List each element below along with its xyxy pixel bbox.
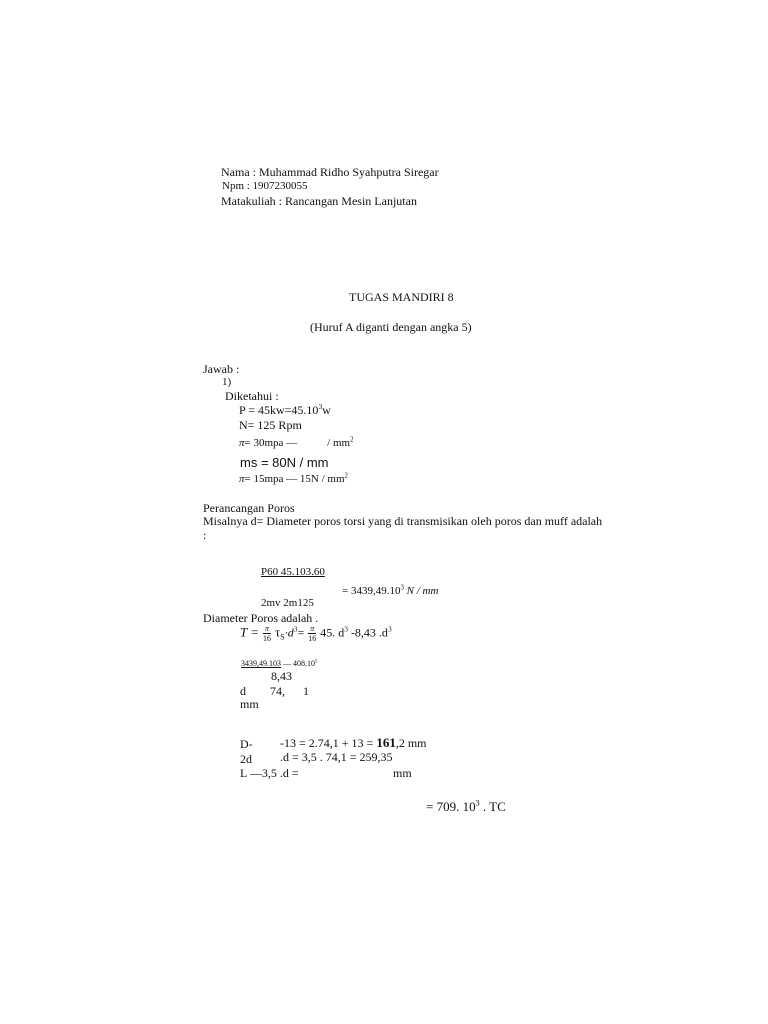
section-heading: Perancangan Poros bbox=[203, 501, 295, 515]
torque-equation: T = $\frac{\pi}{16}$ $\tau_S\cdot d^3=$ $\frac{\pi}{16}$ 45. $d^3$ -8,43 $.d^3$ bbox=[240, 624, 392, 643]
two-d-label: 2d bbox=[240, 752, 252, 766]
D-label: D- bbox=[240, 737, 253, 751]
given-label: Diketahui : bbox=[225, 389, 279, 403]
diameter-label: Diameter Poros adalah . bbox=[203, 611, 319, 625]
given-speed: N= 125 Rpm bbox=[239, 418, 302, 432]
final-result: = 709. $10^3$ . TC bbox=[426, 798, 506, 814]
section-description-cont: : bbox=[203, 528, 207, 542]
student-name: Nama : Muhammad Ridho Syahputra Siregar bbox=[221, 165, 439, 179]
course-name: Matakuliah : Rancangan Mesin Lanjutan bbox=[221, 194, 417, 208]
diameter-fraction: 3439,49.103 — 408.10$^5$ bbox=[241, 659, 318, 668]
given-tau1: π= 30mpa — / $mm^2$ bbox=[239, 436, 354, 449]
given-ms: ms = 80N / mm bbox=[240, 455, 329, 470]
answer-label: Jawab : bbox=[203, 362, 240, 376]
given-power: $P = 45kw=45.10^3w$ bbox=[239, 402, 331, 417]
item-number: 1) bbox=[222, 376, 232, 388]
d-value: 74, bbox=[270, 684, 285, 698]
given-tau2: π= 15mpa — $15N / mm^2$ bbox=[239, 472, 348, 485]
page-title: TUGAS MANDIRI 8 bbox=[349, 290, 454, 304]
page-subtitle: (Huruf A diganti dengan angka 5) bbox=[310, 320, 472, 334]
diameter-fraction-den: 8,43 bbox=[271, 669, 292, 683]
D-expression: -13 = 2.74,1 + 13 = 161,2 mm bbox=[280, 735, 427, 750]
d-digit: 1 bbox=[303, 684, 309, 698]
L-unit: mm bbox=[393, 766, 412, 780]
student-npm: Npm : 1907230055 bbox=[222, 180, 308, 192]
d-label: d bbox=[240, 684, 246, 698]
section-description: Misalnya d= Diameter poros torsi yang di transmisikan oleh poros dan muff adalah bbox=[203, 514, 603, 528]
torque-denominator: 2mv 2m125 bbox=[261, 597, 314, 609]
d-unit: mm bbox=[240, 697, 259, 711]
torque-result: = $3439,49.10^3$ N / mm bbox=[342, 584, 439, 597]
L-expression: L —3,5 .d = bbox=[240, 766, 299, 780]
torque-numerator: P60 45.103.60 bbox=[261, 566, 325, 578]
two-d-expression: .d = 3,5 . 74,1 = 259,35 bbox=[280, 750, 393, 764]
